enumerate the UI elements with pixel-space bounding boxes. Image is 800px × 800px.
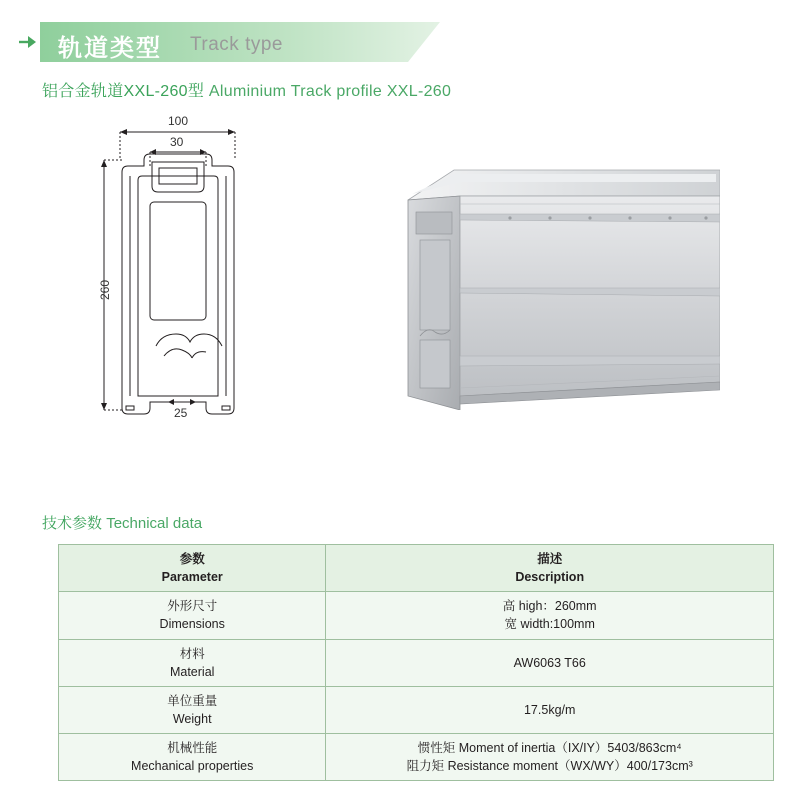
header-desc-cn: 描述: [537, 552, 563, 566]
row-parameter-mechanical: [59, 734, 326, 781]
row-parameter-dimensions: [59, 592, 326, 639]
tech-data-title-cn: 技术参数: [42, 515, 103, 532]
tech-data-title: [42, 512, 202, 533]
page-title-cn: 轨道类型: [58, 35, 162, 62]
product-photo: [390, 160, 720, 410]
param-en: Mechanical properties: [131, 759, 254, 774]
page-title-en: Track type: [190, 34, 283, 55]
param-cn: 机械性能: [167, 741, 218, 755]
desc-line: 阻力矩 Resistance moment（WX/WY）400/173cm³: [406, 759, 693, 774]
row-description-weight: [326, 686, 774, 733]
dimension-height: 260: [98, 279, 112, 300]
row-parameter-material: [59, 639, 326, 686]
param-en: Material: [169, 664, 215, 679]
dimension-top-width: 30: [170, 135, 184, 149]
param-cn: 材料: [179, 646, 205, 661]
cross-section-drawing: [60, 110, 390, 460]
table-row: [59, 592, 774, 639]
header-param-en: Parameter: [161, 570, 223, 585]
desc-line: 惯性矩 Moment of inertia（IX/IY）5403/863cm⁴: [417, 741, 682, 755]
page-header: [0, 22, 800, 64]
dimension-bottom-width: 25: [174, 406, 188, 420]
dimension-total-width: 100: [168, 114, 189, 128]
desc-line: 宽 width:100mm: [504, 617, 595, 632]
tech-data-title-en: Technical data: [106, 515, 203, 532]
row-description-dimensions: [326, 592, 774, 639]
row-description-material: [326, 639, 774, 686]
param-cn: 单位重量: [167, 693, 218, 708]
table-header-row: [59, 545, 774, 592]
desc-line: 高 high：260mm: [502, 599, 597, 614]
row-parameter-weight: [59, 686, 326, 733]
param-en: Weight: [172, 711, 212, 726]
header-desc-en: Description: [515, 570, 585, 585]
desc-line: 17.5kg/m: [523, 702, 576, 717]
desc-line: AW6063 T66: [513, 655, 586, 670]
table-row: [59, 686, 774, 733]
row-description-mechanical: [326, 734, 774, 781]
table-row: [59, 639, 774, 686]
param-en: Dimensions: [159, 617, 225, 632]
product-subtitle-en: Aluminium Track profile XXL-260: [208, 83, 452, 100]
product-subtitle-cn: 铝合金轨道XXL-260型: [42, 83, 205, 100]
table-row: [59, 734, 774, 781]
tech-data-table: [58, 544, 774, 781]
table-header-parameter: [59, 545, 326, 592]
param-cn: 外形尺寸: [167, 599, 218, 614]
product-subtitle: [42, 78, 451, 101]
header-param-cn: 参数: [179, 552, 205, 566]
table-header-description: [326, 545, 774, 592]
